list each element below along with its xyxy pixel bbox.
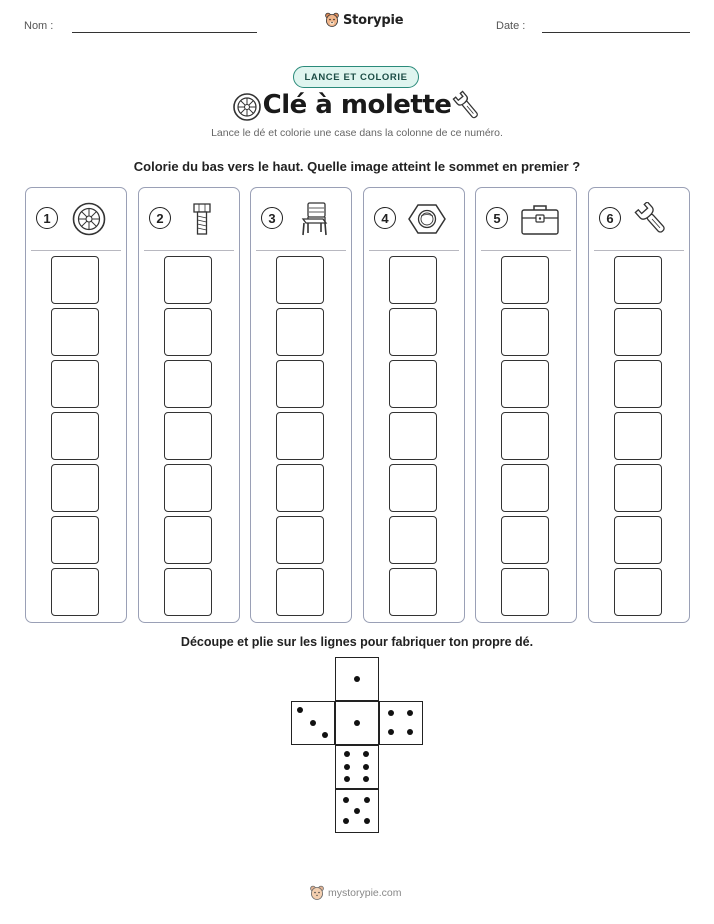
color-cell[interactable] xyxy=(501,568,549,616)
bear-icon xyxy=(310,885,324,901)
color-cell[interactable] xyxy=(164,516,212,564)
die-face-1 xyxy=(335,701,379,745)
color-cell[interactable] xyxy=(501,464,549,512)
nut-icon xyxy=(408,202,446,236)
bear-icon xyxy=(325,12,339,28)
color-cell[interactable] xyxy=(276,464,324,512)
column-divider xyxy=(594,250,684,251)
column-4 xyxy=(363,187,465,623)
color-cell[interactable] xyxy=(276,412,324,460)
color-cell[interactable] xyxy=(389,308,437,356)
column-number: 1 xyxy=(36,207,58,229)
subtitle: Lance le dé et colorie une case dans la colonne de ce numéro. xyxy=(211,127,503,139)
color-cell[interactable] xyxy=(276,256,324,304)
color-cell[interactable] xyxy=(164,568,212,616)
toolbox-icon xyxy=(520,202,558,236)
column-number: 6 xyxy=(599,207,621,229)
die-face-5 xyxy=(335,789,379,833)
date-line xyxy=(542,32,690,33)
color-cell[interactable] xyxy=(276,308,324,356)
date-label: Date : xyxy=(496,20,526,32)
name-label: Nom : xyxy=(24,20,54,32)
color-cell[interactable] xyxy=(614,568,662,616)
die-pip xyxy=(363,751,369,757)
column-2 xyxy=(138,187,240,623)
column-divider xyxy=(144,250,234,251)
wrench-icon xyxy=(633,202,671,236)
column-divider xyxy=(481,250,571,251)
color-cell[interactable] xyxy=(276,516,324,564)
bolt-icon xyxy=(183,202,221,236)
brand-logo xyxy=(325,12,403,28)
chair-icon xyxy=(295,202,333,236)
die-pip xyxy=(407,710,413,716)
column-header xyxy=(36,202,120,238)
die-pip xyxy=(343,797,349,803)
die-pip xyxy=(297,707,303,713)
column-1 xyxy=(25,187,127,623)
color-cell[interactable] xyxy=(51,516,99,564)
die-pip xyxy=(343,818,349,824)
column-3 xyxy=(250,187,352,623)
color-cell[interactable] xyxy=(614,464,662,512)
color-cell[interactable] xyxy=(614,256,662,304)
die-instruction: Découpe et plie sur les lignes pour fabriquer ton propre dé. xyxy=(180,635,534,649)
color-cell[interactable] xyxy=(501,516,549,564)
color-cell[interactable] xyxy=(164,256,212,304)
die-pip xyxy=(344,751,350,757)
color-cell[interactable] xyxy=(501,256,549,304)
column-divider xyxy=(31,250,121,251)
brand-name: Storypie xyxy=(343,12,404,28)
die-pip xyxy=(363,776,369,782)
column-header xyxy=(599,202,683,238)
color-cell[interactable] xyxy=(614,516,662,564)
die-pip xyxy=(364,818,370,824)
color-cell[interactable] xyxy=(389,360,437,408)
color-cell[interactable] xyxy=(501,308,549,356)
die-pip xyxy=(388,710,394,716)
color-cell[interactable] xyxy=(614,412,662,460)
column-divider xyxy=(369,250,459,251)
column-header xyxy=(486,202,570,238)
color-cell[interactable] xyxy=(51,412,99,460)
color-cell[interactable] xyxy=(51,464,99,512)
column-number: 2 xyxy=(149,207,171,229)
color-cell[interactable] xyxy=(164,308,212,356)
color-cell[interactable] xyxy=(614,360,662,408)
column-header xyxy=(149,202,233,238)
color-cell[interactable] xyxy=(389,464,437,512)
coloring-instruction: Colorie du bas vers le haut. Quelle image atteint le sommet en premier ? xyxy=(133,159,581,174)
color-cell[interactable] xyxy=(164,360,212,408)
die-pip xyxy=(354,808,360,814)
die-pip xyxy=(344,764,350,770)
color-cell[interactable] xyxy=(389,256,437,304)
color-cell[interactable] xyxy=(51,256,99,304)
color-cell[interactable] xyxy=(389,516,437,564)
color-cell[interactable] xyxy=(51,568,99,616)
column-number: 5 xyxy=(486,207,508,229)
column-number: 4 xyxy=(374,207,396,229)
wheel-icon xyxy=(70,202,108,236)
color-cell[interactable] xyxy=(51,360,99,408)
name-line xyxy=(72,32,257,33)
footer-url: mystorypie.com xyxy=(328,887,402,899)
column-header xyxy=(374,202,458,238)
color-cell[interactable] xyxy=(164,412,212,460)
footer xyxy=(310,885,402,901)
column-divider xyxy=(256,250,346,251)
die-pip xyxy=(322,732,328,738)
color-cell[interactable] xyxy=(501,412,549,460)
activity-badge: LANCE ET COLORIE xyxy=(293,66,419,88)
color-cell[interactable] xyxy=(389,412,437,460)
page-title: Clé à molette xyxy=(262,90,452,120)
die-pip xyxy=(388,729,394,735)
die-face-3 xyxy=(291,701,335,745)
die-face-6 xyxy=(335,745,379,789)
color-cell[interactable] xyxy=(276,360,324,408)
color-cell[interactable] xyxy=(614,308,662,356)
die-pip xyxy=(310,720,316,726)
die-pip xyxy=(364,797,370,803)
column-5 xyxy=(475,187,577,623)
die-face-4 xyxy=(379,701,423,745)
color-cell[interactable] xyxy=(276,568,324,616)
column-number: 3 xyxy=(261,207,283,229)
color-cell[interactable] xyxy=(51,308,99,356)
color-cell[interactable] xyxy=(501,360,549,408)
die-pip xyxy=(407,729,413,735)
die-pip xyxy=(363,764,369,770)
column-6 xyxy=(588,187,690,623)
die-pip xyxy=(354,720,360,726)
wrench-icon xyxy=(452,90,482,122)
color-cell[interactable] xyxy=(389,568,437,616)
die-face-1 xyxy=(335,657,379,701)
color-cell[interactable] xyxy=(164,464,212,512)
die-pip xyxy=(354,676,360,682)
die-pip xyxy=(344,776,350,782)
column-header xyxy=(261,202,345,238)
